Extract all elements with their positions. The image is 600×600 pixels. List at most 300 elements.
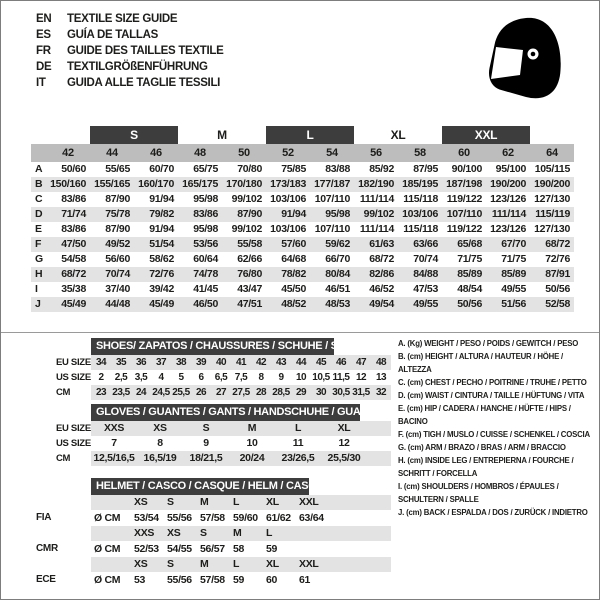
- guide-title: GUÍA DE TALLAS: [67, 29, 158, 41]
- measurement-cell: 49/55: [501, 283, 526, 295]
- value-cell: 29: [295, 387, 307, 398]
- helmet-size-row-ece: [31, 557, 391, 572]
- measurement-cell: 39/42: [149, 283, 174, 295]
- measurement-cell: 70/74: [413, 253, 438, 265]
- value-cell: 48: [375, 357, 387, 368]
- measurement-cell: 111/114: [359, 223, 394, 235]
- language-code: ES: [36, 29, 51, 41]
- measurement-cell: 95/98: [193, 223, 218, 235]
- value-cell: 61/62: [266, 512, 291, 524]
- measurement-cell: 50/60: [61, 163, 86, 175]
- header-spacer: [31, 126, 90, 144]
- measurement-row-f: [31, 237, 574, 252]
- measurement-cell: 55/58: [237, 238, 262, 250]
- value-cell: 7,5: [234, 372, 248, 383]
- value-cell: 6: [198, 372, 204, 383]
- measurement-cell: 65/68: [457, 238, 482, 250]
- value-cell: 59/60: [233, 512, 258, 524]
- size-col-header: 56: [370, 147, 382, 159]
- value-cell: 24,5: [152, 387, 170, 398]
- measurement-row-h: [31, 267, 574, 282]
- value-cell: 9: [278, 372, 284, 383]
- value-cell: 2: [98, 372, 104, 383]
- gloves-table-title: GLOVES / GUANTES / GANTS / HANDSCHUHE / GUANTI: [91, 404, 360, 421]
- measurement-cell: 95/100: [495, 163, 526, 175]
- size-col-header: 46: [150, 147, 162, 159]
- measurement-cell: 49/55: [413, 298, 438, 310]
- size-group-header-xl: XL: [390, 128, 406, 142]
- helmet-table-title: HELMET / CASCO / CASQUE / HELM / CASCO: [91, 478, 309, 495]
- size-group-header-m: M: [217, 128, 227, 142]
- size-col-header: 52: [282, 147, 294, 159]
- measurement-cell: 185/195: [402, 178, 438, 190]
- measurement-cell: 47/51: [237, 298, 262, 310]
- measurement-cell: 70/80: [237, 163, 262, 175]
- value-cell: 12: [338, 437, 350, 449]
- measurement-cell: 59/62: [325, 238, 350, 250]
- measurement-cell: 84/88: [413, 268, 438, 280]
- measurement-cell: 87/90: [105, 223, 130, 235]
- measurement-cell: 68/72: [61, 268, 86, 280]
- shoes-row-cm: [31, 385, 391, 400]
- row-label-spacer: [31, 495, 91, 510]
- row-band: [91, 451, 391, 466]
- measurement-cell: 111/114: [359, 193, 394, 205]
- legend-item-h: [398, 454, 595, 480]
- value-cell: 2,5: [114, 372, 128, 383]
- shoes-table-title: SHOES/ ZAPATOS / CHAUSSURES / SCHUHE / SCARPE: [91, 338, 334, 355]
- measurement-row-a: [31, 162, 574, 177]
- value-cell: 61: [299, 574, 311, 586]
- legend-item-c: [398, 376, 595, 389]
- row-band: [91, 436, 391, 451]
- measurement-cell: 75/85: [281, 163, 306, 175]
- title-spacer: [31, 338, 91, 355]
- size-cell: L: [266, 527, 273, 539]
- gloves-row-cm: [31, 451, 391, 466]
- standard-label: FIA: [36, 512, 52, 523]
- legend-item-j: [398, 506, 595, 519]
- measurement-cell: 68/72: [369, 253, 394, 265]
- row-label: EU SIZE: [56, 357, 91, 368]
- value-cell: 36: [135, 357, 147, 368]
- measurement-cell: 90/100: [451, 163, 482, 175]
- value-cell: 8: [157, 437, 163, 449]
- row-key: A: [35, 163, 43, 175]
- measurement-cell: 127/130: [534, 193, 570, 205]
- value-cell: 40: [215, 357, 227, 368]
- size-cell: XL: [266, 558, 279, 570]
- row-key: G: [35, 253, 43, 265]
- measurement-cell: 87/90: [237, 208, 262, 220]
- title-spacer: [31, 478, 91, 495]
- title-spacer: [31, 404, 91, 421]
- shoes-size-table: [31, 338, 391, 400]
- measurement-cell: 44/48: [105, 298, 130, 310]
- language-code: EN: [36, 13, 52, 25]
- measurement-cell: 83/86: [61, 223, 86, 235]
- measurement-cell: 43/47: [237, 283, 262, 295]
- row-key: F: [35, 238, 42, 250]
- size-col-header: 60: [458, 147, 470, 159]
- legend-line: E. (cm) HIP / CADERA / HANCHE / HÜFTE / HIPS / BACINO: [398, 404, 571, 426]
- value-cell: 26: [195, 387, 207, 398]
- value-cell: 60: [266, 574, 278, 586]
- size-cell: XS: [134, 496, 148, 508]
- measurement-cell: 37/40: [105, 283, 130, 295]
- value-cell: 3,5: [134, 372, 148, 383]
- value-cell: 5: [178, 372, 184, 383]
- measurement-cell: 55/65: [105, 163, 130, 175]
- size-cell: S: [167, 496, 174, 508]
- size-cell: XXS: [134, 527, 155, 539]
- row-band: [91, 370, 391, 385]
- row-label-spacer: [31, 526, 91, 541]
- textile-size-table: [31, 126, 574, 312]
- value-cell: 44: [295, 357, 307, 368]
- legend-line: J. (cm) BACK / ESPALDA / DOS / ZURÜCK / INDIETRO: [398, 508, 588, 517]
- value-cell: 58: [233, 543, 245, 555]
- value-cell: 25,5/30: [327, 452, 361, 464]
- size-cell: S: [167, 558, 174, 570]
- value-cell: 43: [275, 357, 287, 368]
- measurement-cell: 103/106: [270, 193, 306, 205]
- value-cell: XS: [153, 422, 167, 434]
- size-cell: L: [233, 558, 240, 570]
- value-cell: 54/55: [167, 543, 192, 555]
- measurement-cell: 107/110: [446, 208, 482, 220]
- value-cell: 55/56: [167, 574, 192, 586]
- measurement-cell: 72/76: [149, 268, 174, 280]
- gloves-title-row: [31, 404, 391, 421]
- measurement-cell: 91/94: [281, 208, 306, 220]
- row-key-spacer: [31, 144, 46, 162]
- measurement-cell: 115/118: [403, 223, 438, 235]
- measurement-cell: 78/82: [281, 268, 306, 280]
- measurement-row-j: [31, 297, 574, 312]
- value-cell: 53: [134, 574, 146, 586]
- measurement-cell: 103/106: [270, 223, 306, 235]
- measurement-cell: 46/51: [325, 283, 350, 295]
- value-cell: 24: [135, 387, 147, 398]
- row-key: C: [35, 193, 43, 205]
- legend-item-f: [398, 428, 595, 441]
- size-band: [91, 526, 391, 541]
- row-key: D: [35, 208, 43, 220]
- legend-line: SCHRITT / FORCELLA: [398, 469, 478, 478]
- measurement-cell: 119/122: [446, 193, 482, 205]
- measurement-cell: 52/58: [545, 298, 570, 310]
- measurement-cell: 63/66: [413, 238, 438, 250]
- value-cell: 23: [95, 387, 107, 398]
- measurement-row-c: [31, 192, 574, 207]
- measurement-cell: 49/52: [105, 238, 130, 250]
- measurement-cell: 85/89: [457, 268, 482, 280]
- legend-item-a: [398, 337, 595, 350]
- shoes-title-row: [31, 338, 391, 355]
- language-code: FR: [36, 45, 51, 57]
- measurement-cell: 99/102: [231, 223, 262, 235]
- measurement-cell: 49/54: [369, 298, 394, 310]
- size-band: [91, 495, 391, 510]
- measurement-cell: 107/110: [314, 223, 350, 235]
- legend-item-b: [398, 350, 595, 376]
- measurement-cell: 48/52: [281, 298, 306, 310]
- gloves-size-table: [31, 404, 391, 466]
- size-cell: XS: [167, 527, 181, 539]
- value-cell: 37: [155, 357, 167, 368]
- diameter-unit-label: Ø CM: [94, 512, 121, 524]
- measurement-cell: 115/118: [403, 193, 438, 205]
- measurement-cell: 190/200: [534, 178, 570, 190]
- row-label-spacer: [31, 557, 91, 572]
- size-cell: M: [200, 496, 209, 508]
- measurement-row-e: [31, 222, 574, 237]
- helmet-value-row-cmr: [31, 541, 391, 557]
- measurement-cell: 123/126: [490, 223, 526, 235]
- size-cell: XXL: [299, 496, 319, 508]
- measurement-cell: 61/63: [369, 238, 394, 250]
- header-spacer: [530, 126, 574, 144]
- unit-spacer: [91, 495, 134, 510]
- value-band: [91, 541, 391, 557]
- legend-line: B. (cm) HEIGHT / ALTURA / HAUTEUR / HÖHE / ALTEZZA: [398, 352, 564, 374]
- measurement-cell: 67/70: [501, 238, 526, 250]
- measurement-cell: 46/50: [193, 298, 218, 310]
- value-cell: 45: [315, 357, 327, 368]
- size-cell: M: [233, 527, 242, 539]
- language-row: [36, 27, 224, 43]
- value-cell: 39: [195, 357, 207, 368]
- value-cell: 41: [235, 357, 247, 368]
- helmet-size-row-fia: [31, 495, 391, 510]
- measurement-cell: 91/94: [149, 193, 174, 205]
- measurement-cell: 57/60: [281, 238, 306, 250]
- value-cell: 8: [258, 372, 264, 383]
- language-row: [36, 59, 224, 75]
- measurement-cell: 107/110: [314, 193, 350, 205]
- measurement-cell: 80/84: [325, 268, 350, 280]
- row-band: [91, 421, 391, 436]
- legend-item-d: [398, 389, 595, 402]
- size-col-header: 50: [238, 147, 250, 159]
- value-cell: 56/57: [200, 543, 225, 555]
- legend-line: F. (cm) TIGH / MUSLO / CUISSE / SCHENKEL / COSCIA: [398, 430, 590, 439]
- value-cell: 28,5: [272, 387, 290, 398]
- value-cell: 11,5: [332, 372, 350, 383]
- measurement-cell: 105/115: [534, 163, 570, 175]
- measurement-cell: 87/90: [105, 193, 130, 205]
- measurement-cell: 155/165: [94, 178, 130, 190]
- value-cell: 10: [295, 372, 307, 383]
- value-cell: [299, 541, 332, 557]
- value-cell: 32: [375, 387, 387, 398]
- measurement-cell: 165/175: [182, 178, 218, 190]
- measurement-cell: 51/56: [501, 298, 526, 310]
- measurement-cell: 170/180: [226, 178, 262, 190]
- size-cell: XL: [266, 496, 279, 508]
- value-cell: XXS: [103, 422, 125, 434]
- diameter-unit-label: Ø CM: [94, 574, 121, 586]
- measurement-cell: 87/95: [413, 163, 438, 175]
- section-divider: [1, 332, 600, 333]
- measurement-cell: 45/50: [281, 283, 306, 295]
- shoes-row-us-size: [31, 370, 391, 385]
- measurement-cell: 68/72: [545, 238, 570, 250]
- size-col-header: 62: [502, 147, 514, 159]
- value-cell: 38: [175, 357, 187, 368]
- value-cell: 12,5/16,5: [93, 452, 135, 464]
- standard-label: ECE: [36, 574, 56, 585]
- measurement-cell: 79/82: [149, 208, 174, 220]
- title-band: [91, 338, 391, 355]
- value-cell: 59: [233, 574, 245, 586]
- legend-line: H. (cm) INSIDE LEG / ENTREPIERNA / FOURCHE /: [398, 456, 574, 465]
- value-cell: 63/64: [299, 512, 324, 524]
- measurement-cell: 76/80: [237, 268, 262, 280]
- size-cell: M: [200, 558, 209, 570]
- measurement-cell: 83/86: [61, 193, 86, 205]
- measurement-cell: 64/68: [281, 253, 306, 265]
- value-cell: 12: [355, 372, 367, 383]
- measurement-cell: 58/62: [149, 253, 174, 265]
- measurement-row-g: [31, 252, 574, 267]
- standard-label: CMR: [36, 543, 58, 554]
- language-code: DE: [36, 61, 52, 73]
- measurement-cell: 85/89: [501, 268, 526, 280]
- value-cell: L: [294, 422, 302, 434]
- row-key: H: [35, 268, 43, 280]
- measurement-cell: 66/70: [325, 253, 350, 265]
- measurement-cell: 56/60: [105, 253, 130, 265]
- size-col-header: 64: [546, 147, 558, 159]
- size-group-header-s: S: [90, 126, 178, 144]
- value-cell: 28: [255, 387, 267, 398]
- value-cell: 10: [246, 437, 258, 449]
- value-cell: 7: [111, 437, 117, 449]
- measurement-cell: 60/70: [149, 163, 174, 175]
- measurement-cell: 160/170: [138, 178, 174, 190]
- measurement-cell: 47/53: [413, 283, 438, 295]
- measurement-cell: 45/49: [61, 298, 86, 310]
- value-cell: 27: [215, 387, 227, 398]
- measurement-row-b: [31, 177, 574, 192]
- row-label: CM: [56, 453, 71, 464]
- measurement-cell: 190/200: [490, 178, 526, 190]
- measurement-cell: 72/76: [545, 253, 570, 265]
- legend-line: G. (cm) ARM / BRAZO / BRAS / ARM / BRACCIO: [398, 443, 566, 452]
- row-label: US SIZE: [56, 372, 91, 383]
- legend-line: C. (cm) CHEST / PECHO / POITRINE / TRUHE / PETTO: [398, 378, 587, 387]
- language-row: [36, 43, 224, 59]
- measurement-cell: 95/98: [193, 193, 218, 205]
- value-cell: 53/54: [134, 512, 159, 524]
- value-cell: 31,5: [352, 387, 370, 398]
- measurement-cell: 45/49: [149, 298, 174, 310]
- size-col-header: 54: [326, 147, 338, 159]
- row-label: US SIZE: [56, 438, 91, 449]
- guide-title: TEXTILGRÖßENFÜHRUNG: [67, 61, 208, 73]
- value-cell: 9: [203, 437, 209, 449]
- value-cell: 10,5: [312, 372, 330, 383]
- unit-spacer: [91, 557, 134, 572]
- measurement-cell: 60/64: [193, 253, 218, 265]
- value-cell: 57/58: [200, 512, 225, 524]
- helmet-size-table: [31, 478, 391, 588]
- measurement-cell: 74/78: [193, 268, 218, 280]
- measurement-cell: 99/102: [231, 193, 262, 205]
- measurement-cell: 83/86: [193, 208, 218, 220]
- value-cell: 27,5: [232, 387, 250, 398]
- gloves-row-us-size: [31, 436, 391, 451]
- measurement-cell: 53/56: [193, 238, 218, 250]
- measurement-cell: 47/50: [61, 238, 86, 250]
- measurement-cell: 83/88: [325, 163, 350, 175]
- value-cell: 30,5: [332, 387, 350, 398]
- value-cell: 16,5/19: [143, 452, 177, 464]
- measurement-cell: 173/183: [270, 178, 306, 190]
- gloves-row-eu-size: [31, 421, 391, 436]
- helmet-icon: [487, 14, 565, 100]
- value-cell: 35: [115, 357, 127, 368]
- diameter-unit-label: Ø CM: [94, 543, 121, 555]
- value-cell: 6,5: [214, 372, 228, 383]
- value-cell: 55/56: [167, 512, 192, 524]
- measurement-cell: 35/38: [61, 283, 86, 295]
- size-cell: L: [233, 496, 240, 508]
- measurement-cell: 46/52: [369, 283, 394, 295]
- measurement-cell: 75/78: [105, 208, 130, 220]
- value-cell: 46: [335, 357, 347, 368]
- value-cell: 47: [355, 357, 367, 368]
- row-band: [91, 385, 391, 400]
- measurement-legend: [398, 337, 595, 519]
- size-cell: [299, 526, 332, 541]
- size-group-header-l: L: [266, 126, 354, 144]
- size-cell: XS: [134, 558, 148, 570]
- helmet-size-row-cmr: [31, 526, 391, 541]
- value-cell: 20/24: [239, 452, 265, 464]
- size-group-header-xxl: XXL: [442, 126, 530, 144]
- value-band: [91, 572, 391, 588]
- measurement-cell: 187/198: [446, 178, 482, 190]
- measurement-cell: 85/92: [369, 163, 394, 175]
- size-band: [91, 557, 391, 572]
- legend-item-g: [398, 441, 595, 454]
- row-key: J: [35, 298, 41, 310]
- row-key: I: [35, 283, 38, 295]
- legend-item-e: [398, 402, 595, 428]
- measurement-cell: 65/75: [193, 163, 218, 175]
- measurement-cell: 71/75: [457, 253, 482, 265]
- value-cell: 23/26,5: [281, 452, 315, 464]
- row-label: CM: [56, 387, 71, 398]
- language-row: [36, 11, 224, 27]
- row-label: EU SIZE: [56, 423, 91, 434]
- measurement-cell: 87/91: [545, 268, 570, 280]
- size-col-header: 42: [62, 147, 74, 159]
- guide-title: GUIDE DES TAILLES TEXTILE: [67, 45, 224, 57]
- measurement-row-i: [31, 282, 574, 297]
- row-key: B: [35, 178, 43, 190]
- value-cell: 30: [315, 387, 327, 398]
- measurement-cell: 127/130: [534, 223, 570, 235]
- measurement-cell: 150/160: [50, 178, 86, 190]
- measurement-cell: 48/54: [457, 283, 482, 295]
- measurement-cell: 48/53: [325, 298, 350, 310]
- helmet-value-row-fia: [31, 510, 391, 526]
- measurement-cell: 123/126: [490, 193, 526, 205]
